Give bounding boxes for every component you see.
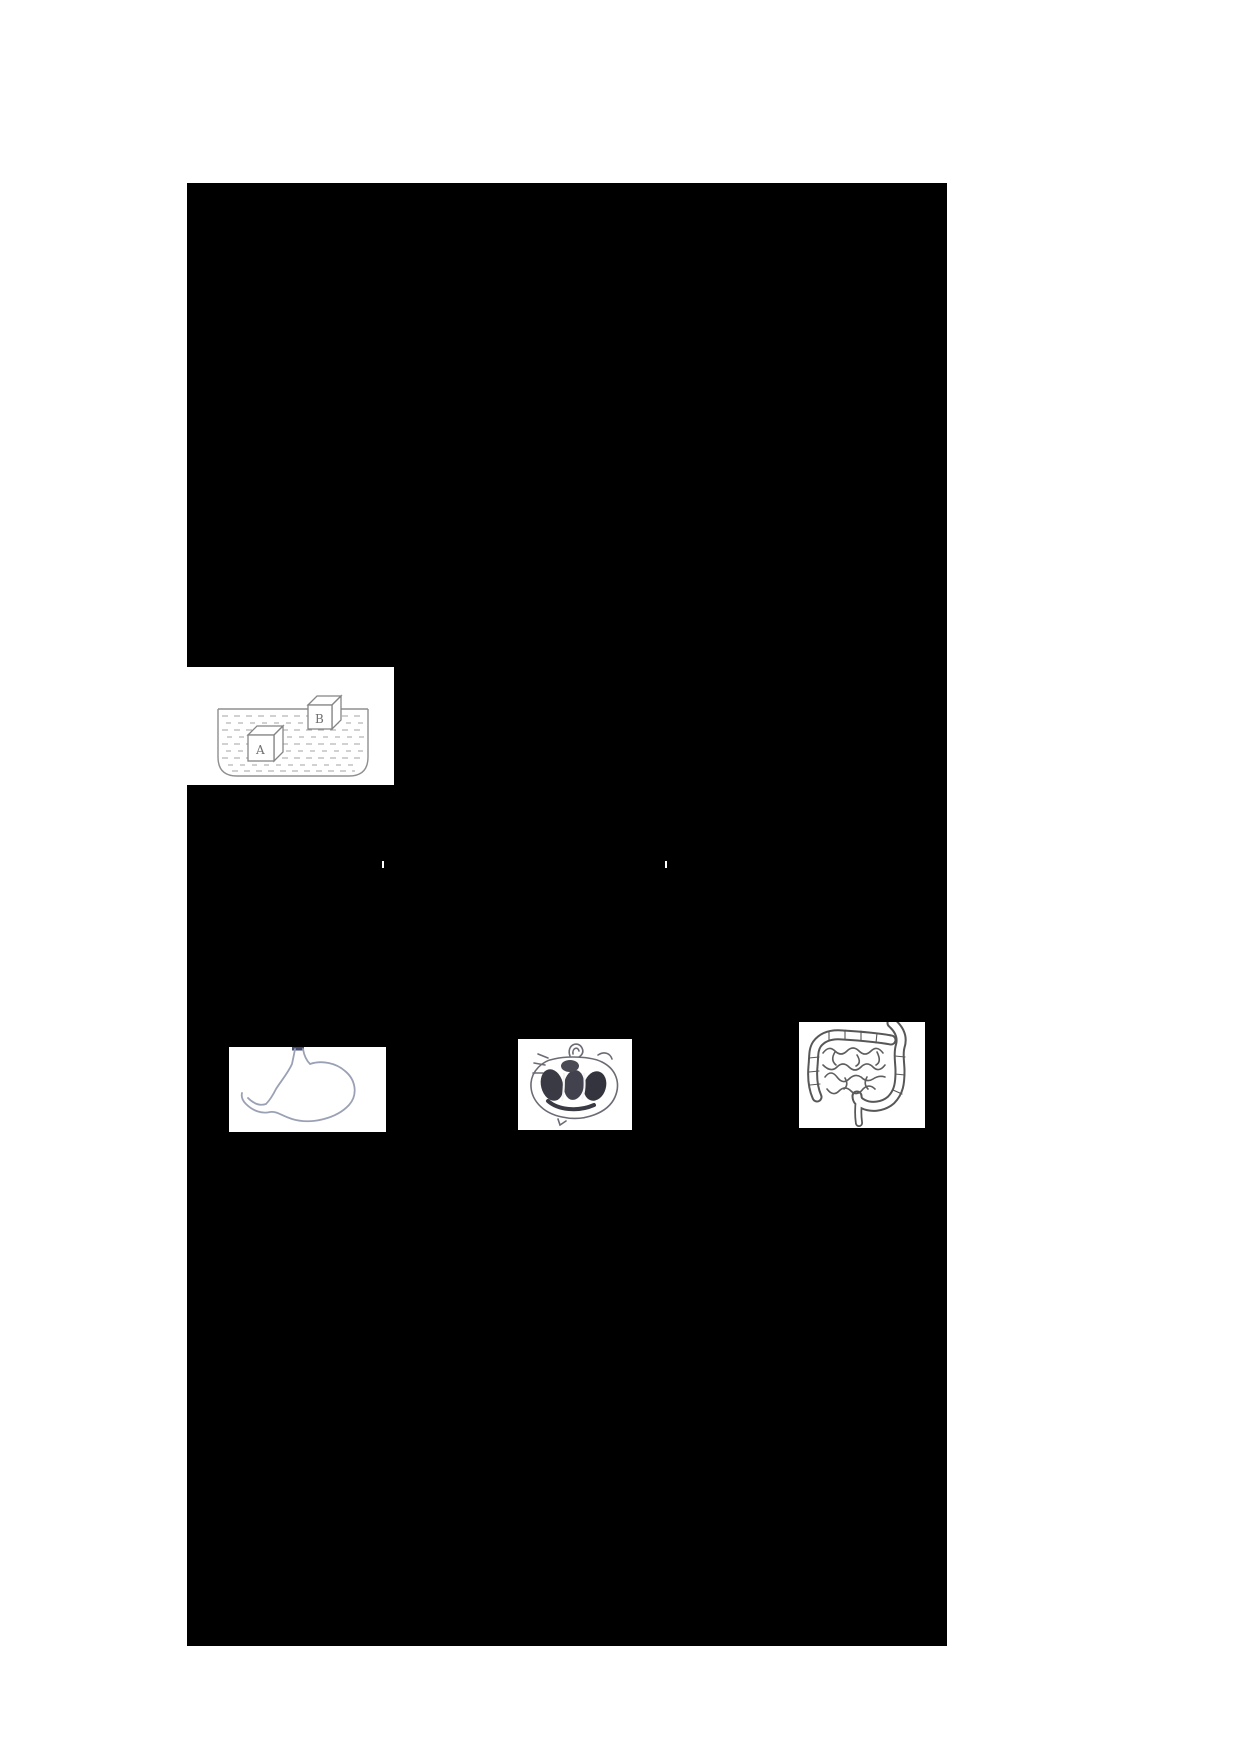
heart-sketch: [518, 1039, 632, 1130]
ventricle-wall-shade: [548, 1101, 594, 1109]
small-intestine-coils: [823, 1048, 885, 1094]
vessel-stub-right: [598, 1053, 612, 1059]
intestine-sketch: [799, 1022, 925, 1128]
apex-notch: [558, 1119, 566, 1125]
stomach-outer-curve: [242, 1049, 355, 1121]
page-dark-region: [187, 183, 947, 1646]
text-fragment-tick-1: [382, 861, 384, 868]
heart-figure: [518, 1039, 632, 1130]
tank-outline: [218, 709, 368, 776]
cube-a-label: A: [256, 743, 265, 757]
cube-a: [248, 726, 283, 761]
beaker-figure: [187, 667, 394, 785]
cube-b: [308, 696, 341, 729]
heart-chambers: [537, 1060, 609, 1109]
stomach-inner-curve: [248, 1049, 295, 1105]
vessel-stub-left-1: [538, 1054, 548, 1058]
liquid-dashes: [222, 716, 364, 771]
aorta-inner: [573, 1048, 579, 1054]
intestine-figure: [799, 1022, 925, 1128]
stomach-figure: [229, 1047, 386, 1132]
chamber-left-atrium: [561, 1060, 579, 1072]
text-fragment-tick-2: [665, 861, 667, 868]
rectum-fill: [858, 1100, 859, 1123]
cube-b-label: B: [315, 712, 324, 726]
beaker-cubes-sketch: [187, 667, 394, 785]
stomach-sketch: [229, 1047, 386, 1132]
aorta-arch: [569, 1044, 583, 1057]
